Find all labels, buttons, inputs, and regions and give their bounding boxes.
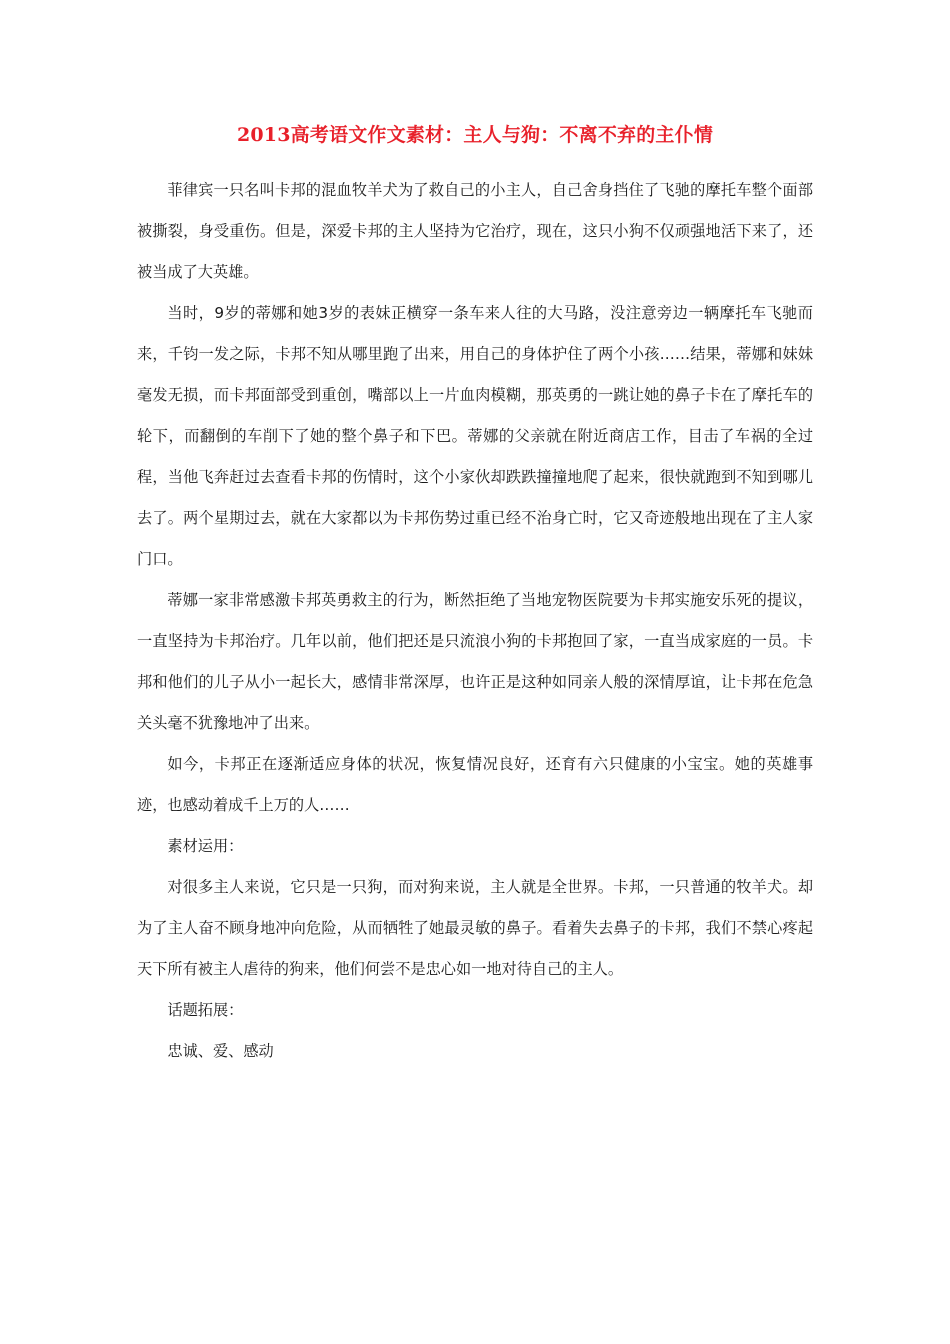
page-title: 2013高考语文作文素材：主人与狗：不离不弃的主仆情 [236, 124, 714, 146]
paragraph-family: 蒂娜一家非常感激卡邦英勇救主的行为，断然拒绝了当地宠物医院要为卡邦实施安乐死的提议，一直坚持为卡邦治疗。几年以前，他们把还是只流浪小狗的卡邦抱回了家，一直当成家庭的一员。卡邦和他们的儿子从小一起长大，感情非常深厚，也许正是这种如同亲人般的深情厚谊，让卡邦在危急关头毫不犹豫地冲了出来。 [137, 591, 813, 732]
paragraph-material-use: 对很多主人来说，它只是一只狗，而对狗来说，主人就是全世界。卡邦，一只普通的牧羊犬。却为了主人奋不顾身地冲向危险，从而牺牲了她最灵敏的鼻子。看着失去鼻子的卡邦，我们不禁心疼起天下所有被主人虐待的狗来，他们何尝不是忠心如一地对待自己的主人。 [137, 878, 813, 978]
paragraph-incident: 当时，9岁的蒂娜和她3岁的表妹正横穿一条车来人往的大马路，没注意旁边一辆摩托车飞驰而来，千钧一发之际，卡邦不知从哪里跑了出来，用自己的身体护住了两个小孩……结果，蒂娜和妹妹毫发无损，而卡邦面部受到重创，嘴部以上一片血肉模糊，那英勇的一跳让她的鼻子卡在了摩托车的轮下，而翻倒的车削下了她的整个鼻子和下巴。蒂娜的父亲就在附近商店工作，目击了车祸的全过程，当他飞奔赶过去查看卡邦的伤情时，这个小家伙却跌跌撞撞地爬了起来，很快就跑到不知到哪儿去了。两个星期过去，就在大家都以为卡邦伤势过重已经不治身亡时，它又奇迹般地出现在了主人家门口。 [137, 304, 813, 568]
section-heading-material-use: 素材运用： [167, 837, 244, 855]
section-heading-topic-extension: 话题拓展： [167, 1001, 244, 1019]
paragraph-intro: 菲律宾一只名叫卡邦的混血牧羊犬为了救自己的小主人，自己舍身挡住了飞驰的摩托车整个面部被撕裂，身受重伤。但是，深爱卡邦的主人坚持为它治疗，现在，这只小狗不仅顽强地活下来了，还被当成了大英雄。 [137, 181, 813, 281]
article-body [137, 170, 813, 1072]
paragraph-recovery: 如今，卡邦正在逐渐适应身体的状况，恢复情况良好，还育有六只健康的小宝宝。她的英雄事迹，也感动着成千上万的人…… [137, 755, 813, 814]
paragraph-topics: 忠诚、爱、感动 [167, 1042, 274, 1060]
